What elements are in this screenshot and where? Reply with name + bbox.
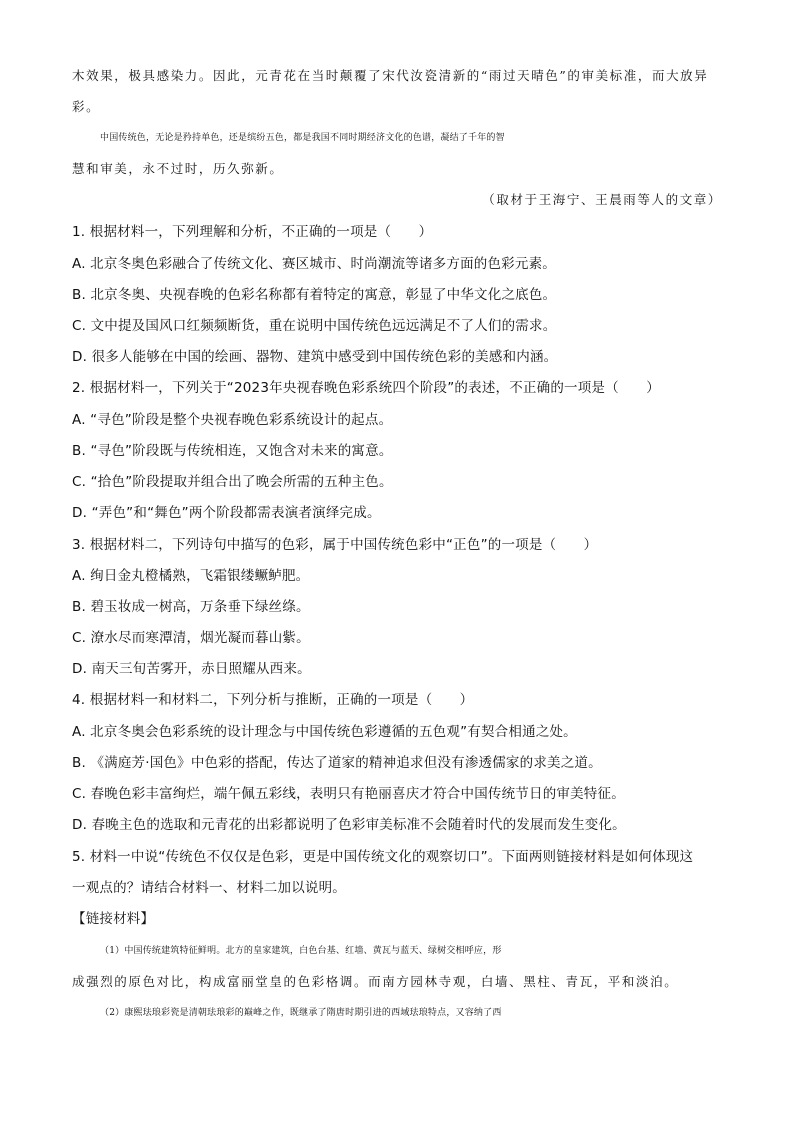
question-3-option-d: D. 南天三旬苦雾开，赤日照耀从西来。 (72, 661, 311, 677)
question-1-option-d: D. 很多人能够在中国的绘画、器物、建筑中感受到中国传统色彩的美感和内涵。 (72, 349, 558, 365)
question-2-option-c: C. “拾色”阶段提取并组合出了晚会所需的五种主色。 (72, 474, 393, 490)
question-3-option-c: C. 潦水尽而寒潭清，烟光凝而暮山紫。 (72, 630, 310, 646)
link-item1-line1: （1）中国传统建筑特征鲜明。北方的皇家建筑，白色台基、红墙、黄瓦与蓝天、绿树交相呼应，形 (100, 946, 502, 956)
question-2-option-b: B. “寻色”阶段既与传统相连，又饱含对未来的寓意。 (72, 443, 393, 459)
passage-para2-line1: 中国传统色，无论是矜持单色，还是缤纷五色，都是我国不同时期经济文化的色谱，凝结了千年的智 (100, 133, 505, 143)
question-1-option-c: C. 文中提及国风口红频频断货，重在说明中国传统色远远满足不了人们的需求。 (72, 318, 557, 334)
question-4-option-a: A. 北京冬奥会色彩系统的设计理念与中国传统色彩遵循的五色观”有契合相通之处。 (72, 724, 577, 740)
question-5-line1: 5. 材料一中说“传统色不仅仅是色彩，更是中国传统文化的观察切口”。下面两则链接材料是如何体现这 (72, 849, 694, 865)
question-4-option-c: C. 春晚色彩丰富绚烂，端午佩五彩线，表明只有艳丽喜庆才符合中国传统节日的审美特征。 (72, 786, 625, 802)
link-material-heading: 【链接材料】 (72, 911, 155, 927)
question-2-stem: 2. 根据材料一，下列关于“2023年央视春晚色彩系统四个阶段”的表述，不正确的一项是（ ） (72, 380, 660, 396)
question-1-stem: 1. 根据材料一，下列理解和分析，不正确的一项是（ ） (72, 224, 433, 240)
question-2-option-a: A. “寻色”阶段是整个央视春晚色彩系统设计的起点。 (72, 412, 393, 428)
question-2-option-d: D. “弄色”和“舞色”两个阶段都需表演者演绎完成。 (72, 505, 381, 521)
question-3-option-a: A. 绚日金丸橙橘熟，飞霜银缕鳜鲈肥。 (72, 568, 310, 584)
passage-para2-line2: 慧和审美，永不过时，历久弥新。 (72, 161, 284, 176)
passage-source: （取材于王海宁、王晨雨等人的文章） (482, 192, 722, 207)
question-3-option-b: B. 碧玉妆成一树高，万条垂下绿丝绦。 (72, 599, 310, 615)
question-5-line2: 一观点的？请结合材料一、材料二加以说明。 (72, 880, 346, 896)
question-1-option-a: A. 北京冬奥色彩融合了传统文化、赛区城市、时尚潮流等诸多方面的色彩元素。 (72, 256, 556, 272)
question-4-stem: 4. 根据材料一和材料二，下列分析与推断，正确的一项是（ ） (72, 692, 474, 708)
question-4-option-b: B. 《满庭芳·国色》中色彩的搭配，传达了道家的精神追求但没有渗透儒家的求美之道。 (72, 755, 602, 771)
link-item1-line2: 成强烈的原色对比，构成富丽堂皇的色彩格调。而南方园林寺观，白墙、黑柱、青瓦，平和淡泊。 (72, 974, 679, 989)
question-1-option-b: B. 北京冬奥、央视春晚的色彩名称都有着特定的寓意，彰显了中华文化之底色。 (72, 287, 557, 303)
link-item2-line1: （2）康熙珐琅彩瓷是清朝珐琅彩的巅峰之作，既继承了隋唐时期引进的西域珐琅特点，又容纳了西 (100, 1008, 502, 1018)
passage-para1-line1: 木效果，极具感染力。因此，元青花在当时颠覆了宋代汝瓷清新的“雨过天晴色”的审美标准，而大放异 (72, 68, 709, 83)
question-4-option-d: D. 春晚主色的选取和元青花的出彩都说明了色彩审美标准不会随着时代的发展而发生变化。 (72, 817, 626, 833)
passage-para1-line2: 彩。 (72, 99, 101, 114)
question-3-stem: 3. 根据材料二，下列诗句中描写的色彩，属于中国传统色彩中“正色”的一项是（ ） (72, 537, 598, 553)
